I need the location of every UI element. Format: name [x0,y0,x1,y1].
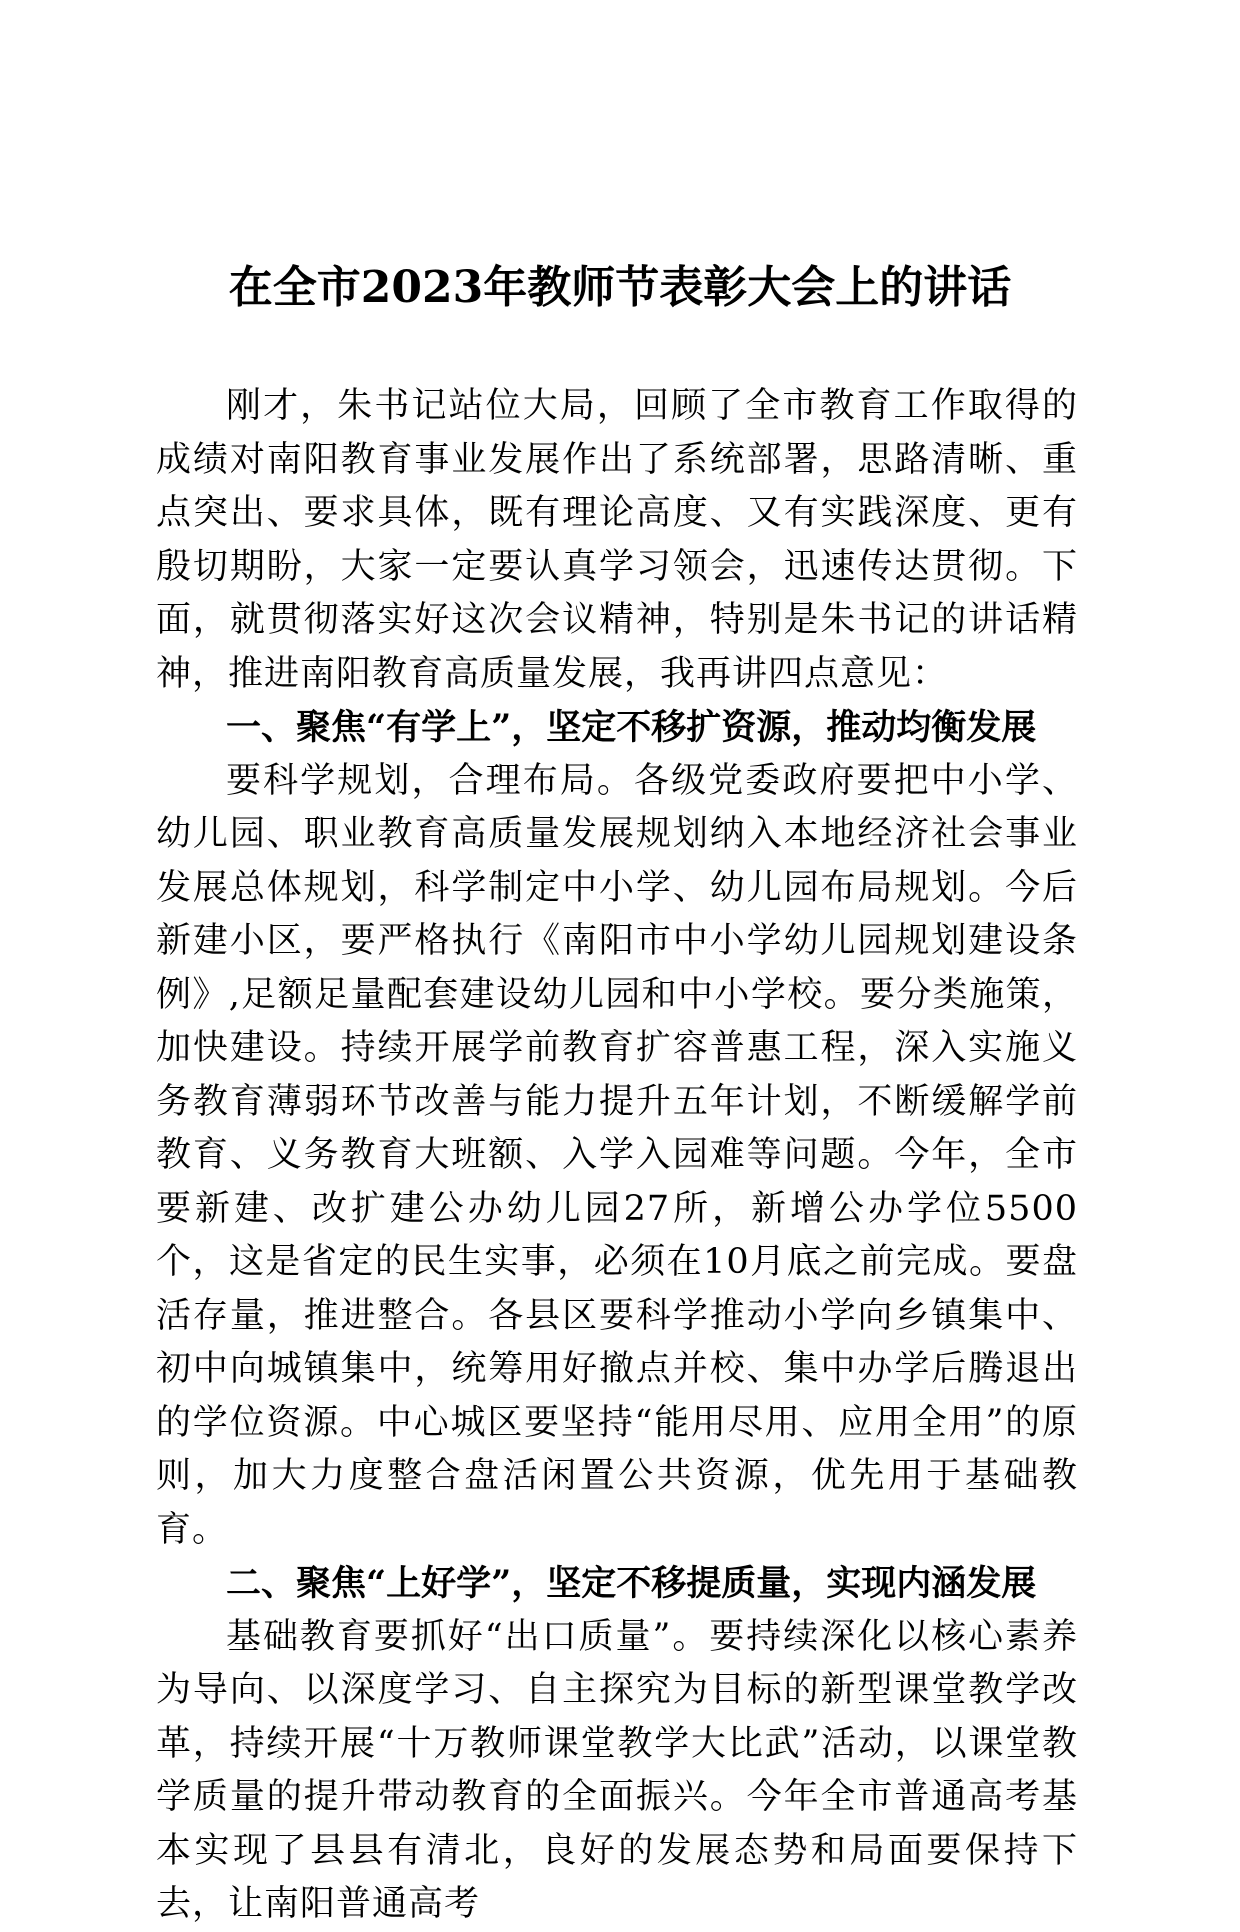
section-heading-1: 一、聚焦“有学上”，坚定不移扩资源，推动均衡发展 [226,707,1037,748]
document-title: 在全市2023年教师节表彰大会上的讲话 [228,262,1012,313]
paragraph-intro: 刚才，朱书记站位大局，回顾了全市教育工作取得的成绩对南阳教育事业发展作出了系统部署，思路清晰、重点突出、要求具体，既有理论高度、又有实践深度、更有殷切期盼，大家一定要认真学习领会，迅速传达贯彻。下面，就贯彻落实好这次会议精神，特别是朱书记的讲话精神，推进南阳教育高质量发展，我再讲四点意见： [156,386,1078,694]
paragraph-section-1: 要科学规划，合理布局。各级党委政府要把中小学、幼儿园、职业教育高质量发展规划纳入本地经济社会事业发展总体规划，科学制定中小学、幼儿园布局规划。今后新建小区，要严格执行《南阳市中小学幼儿园规划建设条例》,足额足量配套建设幼儿园和中小学校。要分类施策，加快建设。持续开展学前教育扩容普惠工程，深入实施义务教育薄弱环节改善与能力提升五年计划，不断缓解学前教育、义务教育大班额、入学入园难等问题。今年，全市要新建、改扩建公办幼儿园27所，新增公办学位5500个，这是省定的民生实事，必须在10月底之前完成。要盘活存量，推进整合。各县区要科学推动小学向乡镇集中、初中向城镇集中，统筹用好撤点并校、集中办学后腾退出的学位资源。中心城区要坚持“能用尽用、应用全用”的原则，加大力度整合盘活闲置公共资源，优先用于基础教育。 [156,760,1078,1550]
document-body [156,380,1078,1932]
paragraph-section-2: 基础教育要抓好“出口质量”。要持续深化以核心素养为导向、以深度学习、自主探究为目标的新型课堂教学改革，持续开展“十万教师课堂教学大比武”活动，以课堂教学质量的提升带动教育的全面振兴。今年全市普通高考基本实现了县县有清北，良好的发展态势和局面要保持下去，让南阳普通高考 [156,1616,1078,1924]
section-heading-2: 二、聚焦“上好学”，坚定不移提质量，实现内涵发展 [226,1563,1037,1604]
